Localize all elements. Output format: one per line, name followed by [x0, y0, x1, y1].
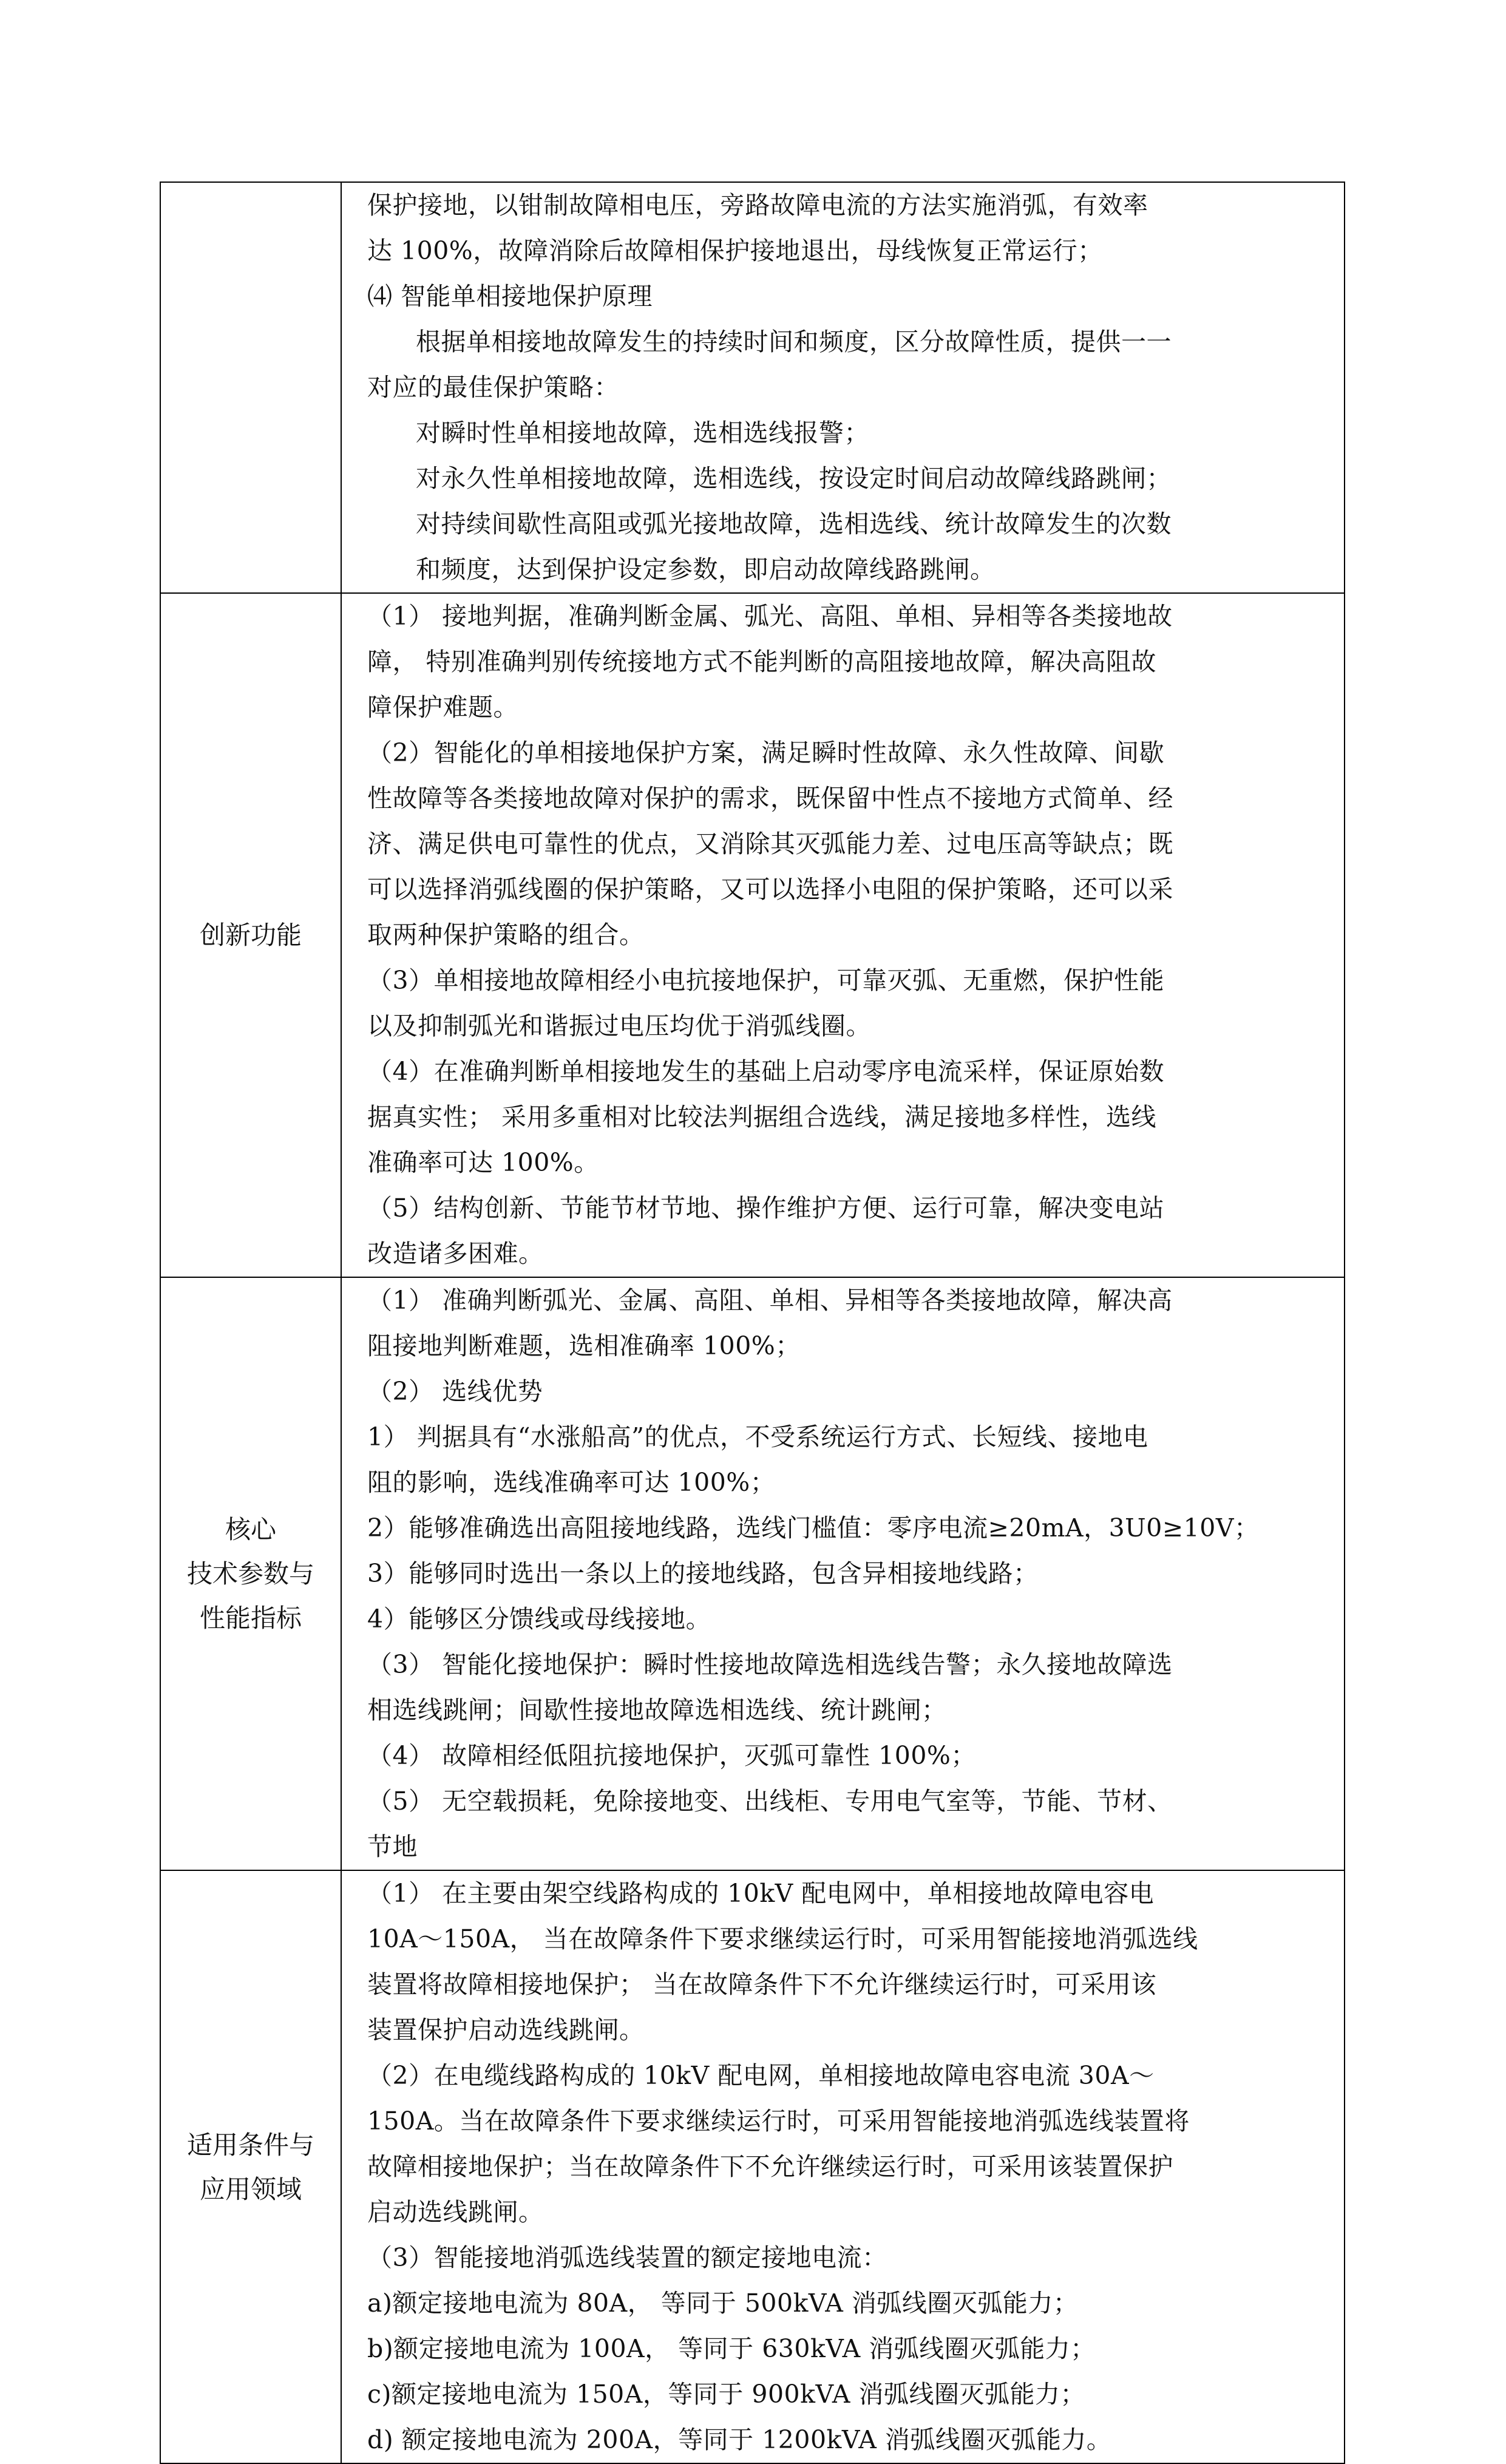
content-line: 取两种保护策略的组合。	[367, 920, 645, 949]
table-row	[160, 182, 1345, 593]
table-row	[160, 1277, 1345, 1870]
content-line: （2）智能化的单相接地保护方案，满足瞬时性故障、永久性故障、间歇	[367, 738, 1165, 767]
content-line: 准确率可达 100%。	[367, 1148, 599, 1177]
row-label-text: 适用条件与	[186, 2130, 314, 2160]
row-label-text: 创新功能	[199, 920, 302, 950]
spec-table	[160, 182, 1345, 2464]
content-line: 济、满足供电可靠性的优点，又消除其灭弧能力差、过电压高等缺点；既	[367, 829, 1173, 858]
content-line: （2） 选线优势	[367, 1377, 543, 1406]
content-line: 3）能够同时选出一条以上的接地线路，包含异相接地线路；	[367, 1559, 1039, 1588]
content-line: 据真实性； 采用多重相对比较法判据组合选线，满足接地多样性，选线	[367, 1102, 1157, 1132]
content-line: 对永久性单相接地故障，选相选线，按设定时间启动故障线路跳闸；	[416, 464, 1172, 493]
content-line: （1） 在主要由架空线路构成的 10kV 配电网中，单相接地故障电容电	[367, 1879, 1155, 1908]
row-label-text: 技术参数与	[186, 1559, 314, 1589]
content-line: 和频度，达到保护设定参数，即启动故障线路跳闸。	[416, 555, 996, 584]
row-label-text: 核心	[225, 1515, 276, 1544]
content-line: 性故障等各类接地故障对保护的需求，既保留中性点不接地方式简单、经	[367, 784, 1173, 813]
table-row	[160, 1870, 1345, 2463]
content-line: 故障相接地保护；当在故障条件下不允许继续运行时，可采用该装置保护	[367, 2152, 1173, 2181]
content-line: 1） 判据具有“水涨船高”的优点，不受系统运行方式、长短线、接地电	[367, 1422, 1148, 1451]
content-line: 装置将故障相接地保护； 当在故障条件下不允许继续运行时，可采用该	[367, 1970, 1157, 1999]
row-content-cell	[341, 1277, 1345, 1870]
content-line: 障保护难题。	[367, 693, 518, 722]
table-row	[160, 593, 1345, 1277]
content-line: 阻接地判断难题，选相准确率 100%；	[367, 1331, 801, 1360]
row-content-cell	[341, 593, 1345, 1277]
row-label-cell	[160, 182, 341, 593]
content-line: 150A。当在故障条件下要求继续运行时，可采用智能接地消弧选线装置将	[367, 2106, 1190, 2136]
content-line: 2）能够准确选出高阻接地线路，选线门槛值：零序电流≥20mA，3U0≥10V；	[367, 1513, 1260, 1543]
content-line: 对持续间歇性高阻或弧光接地故障，选相选线、统计故障发生的次数	[416, 509, 1172, 538]
content-line: 启动选线跳闸。	[367, 2198, 544, 2227]
content-line: （3） 智能化接地保护：瞬时性接地故障选相选线告警；永久接地故障选	[367, 1650, 1173, 1679]
content-line: （5）结构创新、节能节材节地、操作维护方便、运行可靠，解决变电站	[367, 1193, 1165, 1223]
row-content-cell	[341, 1870, 1345, 2463]
content-line: 相选线跳闸；间歇性接地故障选相选线、统计跳闸；	[367, 1695, 947, 1725]
content-line: ⑷ 智能单相接地保护原理	[367, 282, 653, 311]
content-line: （4）在准确判断单相接地发生的基础上启动零序电流采样，保证原始数	[367, 1057, 1165, 1086]
content-line: a)额定接地电流为 80A， 等同于 500kVA 消弧线圈灭弧能力；	[367, 2289, 1079, 2318]
content-line: 对应的最佳保护策略：	[367, 373, 619, 402]
content-line: （3）单相接地故障相经小电抗接地保护，可靠灭弧、无重燃，保护性能	[367, 966, 1165, 995]
content-line: 达 100%，故障消除后故障相保护接地退出，母线恢复正常运行；	[367, 236, 1103, 265]
content-line: 节地	[367, 1832, 418, 1861]
content-line: （1） 接地判据，准确判断金属、弧光、高阻、单相、异相等各类接地故	[367, 602, 1173, 631]
content-line: 4）能够区分馈线或母线接地。	[367, 1604, 711, 1634]
content-line: 保护接地，以钳制故障相电压，旁路故障电流的方法实施消弧，有效率	[367, 191, 1148, 220]
row-content-cell	[341, 182, 1345, 593]
content-line: （5） 无空载损耗，免除接地变、出线柜、专用电气室等，节能、节材、	[367, 1787, 1173, 1816]
content-line: （2）在电缆线路构成的 10kV 配电网，单相接地故障电容电流 30A～	[367, 2061, 1155, 2090]
content-line: 障， 特别准确判别传统接地方式不能判断的高阻接地故障，解决高阻故	[367, 647, 1157, 676]
content-line: 对瞬时性单相接地故障，选相选线报警；	[416, 418, 869, 447]
content-line: 10A～150A， 当在故障条件下要求继续运行时，可采用智能接地消弧选线	[367, 1924, 1198, 1953]
content-line: 以及抑制弧光和谐振过电压均优于消弧线圈。	[367, 1011, 871, 1040]
content-line: （1） 准确判断弧光、金属、高阻、单相、异相等各类接地故障，解决高	[367, 1286, 1173, 1315]
row-label-cell	[160, 1277, 341, 1870]
content-line: 阻的影响，选线准确率可达 100%；	[367, 1468, 776, 1497]
content-line: （4） 故障相经低阻抗接地保护，灭弧可靠性 100%；	[367, 1741, 976, 1770]
content-line: d) 额定接地电流为 200A，等同于 1200kVA 消弧线圈灭弧能力。	[367, 2425, 1112, 2454]
row-label-text: 应用领域	[199, 2174, 302, 2204]
content-line: （3）智能接地消弧选线装置的额定接地电流：	[367, 2243, 887, 2272]
row-label-text: 性能指标	[199, 1603, 302, 1633]
content-line: 根据单相接地故障发生的持续时间和频度，区分故障性质，提供一一	[416, 327, 1172, 356]
content-line: 装置保护启动选线跳闸。	[367, 2015, 645, 2045]
content-line: b)额定接地电流为 100A， 等同于 630kVA 消弧线圈灭弧能力；	[367, 2334, 1096, 2363]
content-line: 可以选择消弧线圈的保护策略，又可以选择小电阻的保护策略，还可以采	[367, 875, 1173, 904]
content-line: c)额定接地电流为 150A，等同于 900kVA 消弧线圈灭弧能力；	[367, 2380, 1085, 2409]
row-label-cell	[160, 593, 341, 1277]
row-label-cell	[160, 1870, 341, 2463]
content-line: 改造诸多困难。	[367, 1239, 544, 1268]
